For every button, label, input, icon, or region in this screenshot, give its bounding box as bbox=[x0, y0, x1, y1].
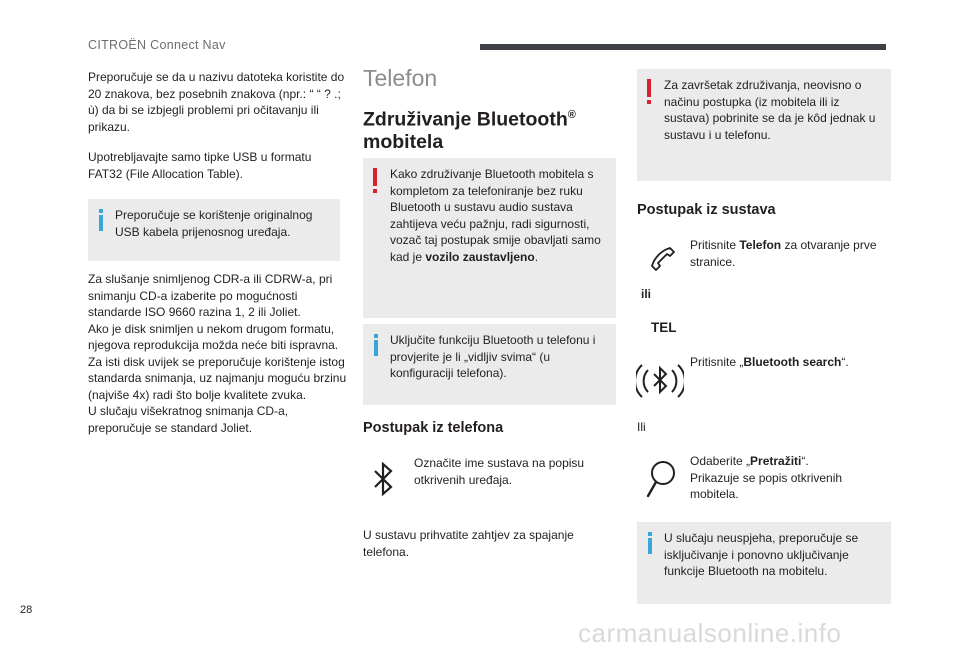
step-text-end: “. bbox=[841, 355, 849, 369]
system-step-bluetooth-search bbox=[690, 354, 890, 371]
magnifier-icon bbox=[644, 458, 678, 500]
step-bold: Bluetooth search bbox=[743, 355, 842, 369]
system-step-search bbox=[690, 453, 890, 503]
warning-box-safety bbox=[363, 158, 616, 318]
info-box-reconnect bbox=[637, 522, 891, 604]
watermark: carmanualsonline.info bbox=[578, 618, 842, 648]
step-text: Pritisnite „ bbox=[690, 355, 744, 369]
warning-box-text bbox=[390, 166, 608, 265]
pairing-heading bbox=[363, 104, 613, 153]
document-header-title: CITROËN Connect Nav bbox=[88, 38, 226, 52]
warning-end: . bbox=[534, 249, 539, 264]
info-icon bbox=[643, 532, 657, 554]
warning-text: Kako združivanje Bluetooth mobitela s kompletom za telefoniranje bez ruku Bluetooth u sustavu audio sustava zahtijeva veću pažnju, radi sigurnosti, vozač taj postupak smije obavljati samo kad je bbox=[390, 167, 601, 264]
warning-icon bbox=[371, 168, 379, 194]
system-procedure-heading: Postupak iz sustava bbox=[637, 202, 776, 218]
usb-format-paragraph: Upotrebljavajte samo tipke USB u formatu FAT32 (File Allocation Table). bbox=[88, 150, 312, 181]
or-label-capital: Ili bbox=[637, 420, 646, 434]
info-box-text: U slučaju neuspjeha, preporučuje se isključivanje i ponovno uključivanje funkcije Bluetooth na mobitelu. bbox=[664, 531, 859, 578]
usb-filename-paragraph: Preporučuje se da u nazivu datoteka koristite do 20 znakova, bez posebnih znakova (npr.: “ “ ? .; ù) da bi se izbjegli problemi pri očitavanju ili prikazu. bbox=[88, 70, 345, 134]
warning-box-code bbox=[637, 69, 891, 181]
info-icon bbox=[94, 209, 108, 231]
step-text-end: “. bbox=[801, 454, 809, 468]
phone-step-select-system: Označite ime sustava na popisu otkrivenih uređaja. bbox=[414, 456, 585, 487]
cd-recording-paragraph: Za slušanje snimljenog CDR-a ili CDRW-a, pri snimanju CD-a izaberite po mogućnosti standarde ISO 9660 razina 1, 2 ili Joliet. Ako je disk snimljen u nekom drugom formatu, njegova reprodukcija možda neće biti ispravna. Za isti disk uvijek se preporučuje korištenje istog standarda snimanja, uz najmanju moguću brzinu (najviše 4x) radi što bolje kvalitete zvuka. U slučaju višekratnog snimanja CD-a, preporučuje se standard Joliet. bbox=[88, 272, 347, 435]
system-step-press-phone bbox=[690, 237, 890, 270]
bluetooth-icon bbox=[371, 461, 395, 497]
or-label: ili bbox=[641, 287, 652, 301]
info-icon bbox=[369, 334, 383, 356]
warning-icon bbox=[645, 79, 653, 105]
phone-procedure-heading: Postupak iz telefona bbox=[363, 420, 504, 436]
phone-handset-icon bbox=[648, 244, 678, 274]
step-bold: Telefon bbox=[739, 238, 782, 252]
info-box-text: Preporučuje se korištenje originalnog USB kabela prijenosnog uređaja. bbox=[115, 208, 313, 239]
heading-text-tail: mobitela bbox=[363, 130, 444, 153]
accept-request-paragraph: U sustavu prihvatite zahtjev za spajanje telefona. bbox=[363, 528, 574, 559]
step-text: Pritisnite bbox=[690, 238, 740, 252]
warning-box-text: Za završetak združivanja, neovisno o načinu postupka (iz mobitela ili iz sustava) pobrinite se da je kôd jednak u sustavu i u telefonu. bbox=[664, 78, 876, 142]
step-bold: Pretražiti bbox=[750, 454, 802, 468]
info-box-bluetooth-visible bbox=[363, 324, 616, 405]
page-number: 28 bbox=[20, 604, 33, 616]
info-box-usb-cable bbox=[88, 199, 340, 261]
section-title: Telefon bbox=[363, 65, 438, 91]
bluetooth-search-icon bbox=[636, 358, 684, 404]
step-text: Odaberite „ bbox=[690, 454, 751, 468]
step-text-end: za otvaranje prve stranice. bbox=[690, 238, 877, 269]
warning-bold-text: vozilo zaustavljeno bbox=[425, 249, 535, 264]
registered-mark: ® bbox=[567, 109, 576, 121]
heading-text: Združivanje Bluetooth bbox=[363, 108, 568, 131]
info-box-text: Uključite funkciju Bluetooth u telefonu i provjerite je li „vidljiv svima“ (u konfiguraciji telefona). bbox=[390, 333, 596, 380]
header-bar bbox=[480, 44, 886, 50]
tel-button-label: TEL bbox=[651, 320, 677, 335]
step-second-line: Prikazuje se popis otkrivenih mobitela. bbox=[690, 470, 843, 501]
